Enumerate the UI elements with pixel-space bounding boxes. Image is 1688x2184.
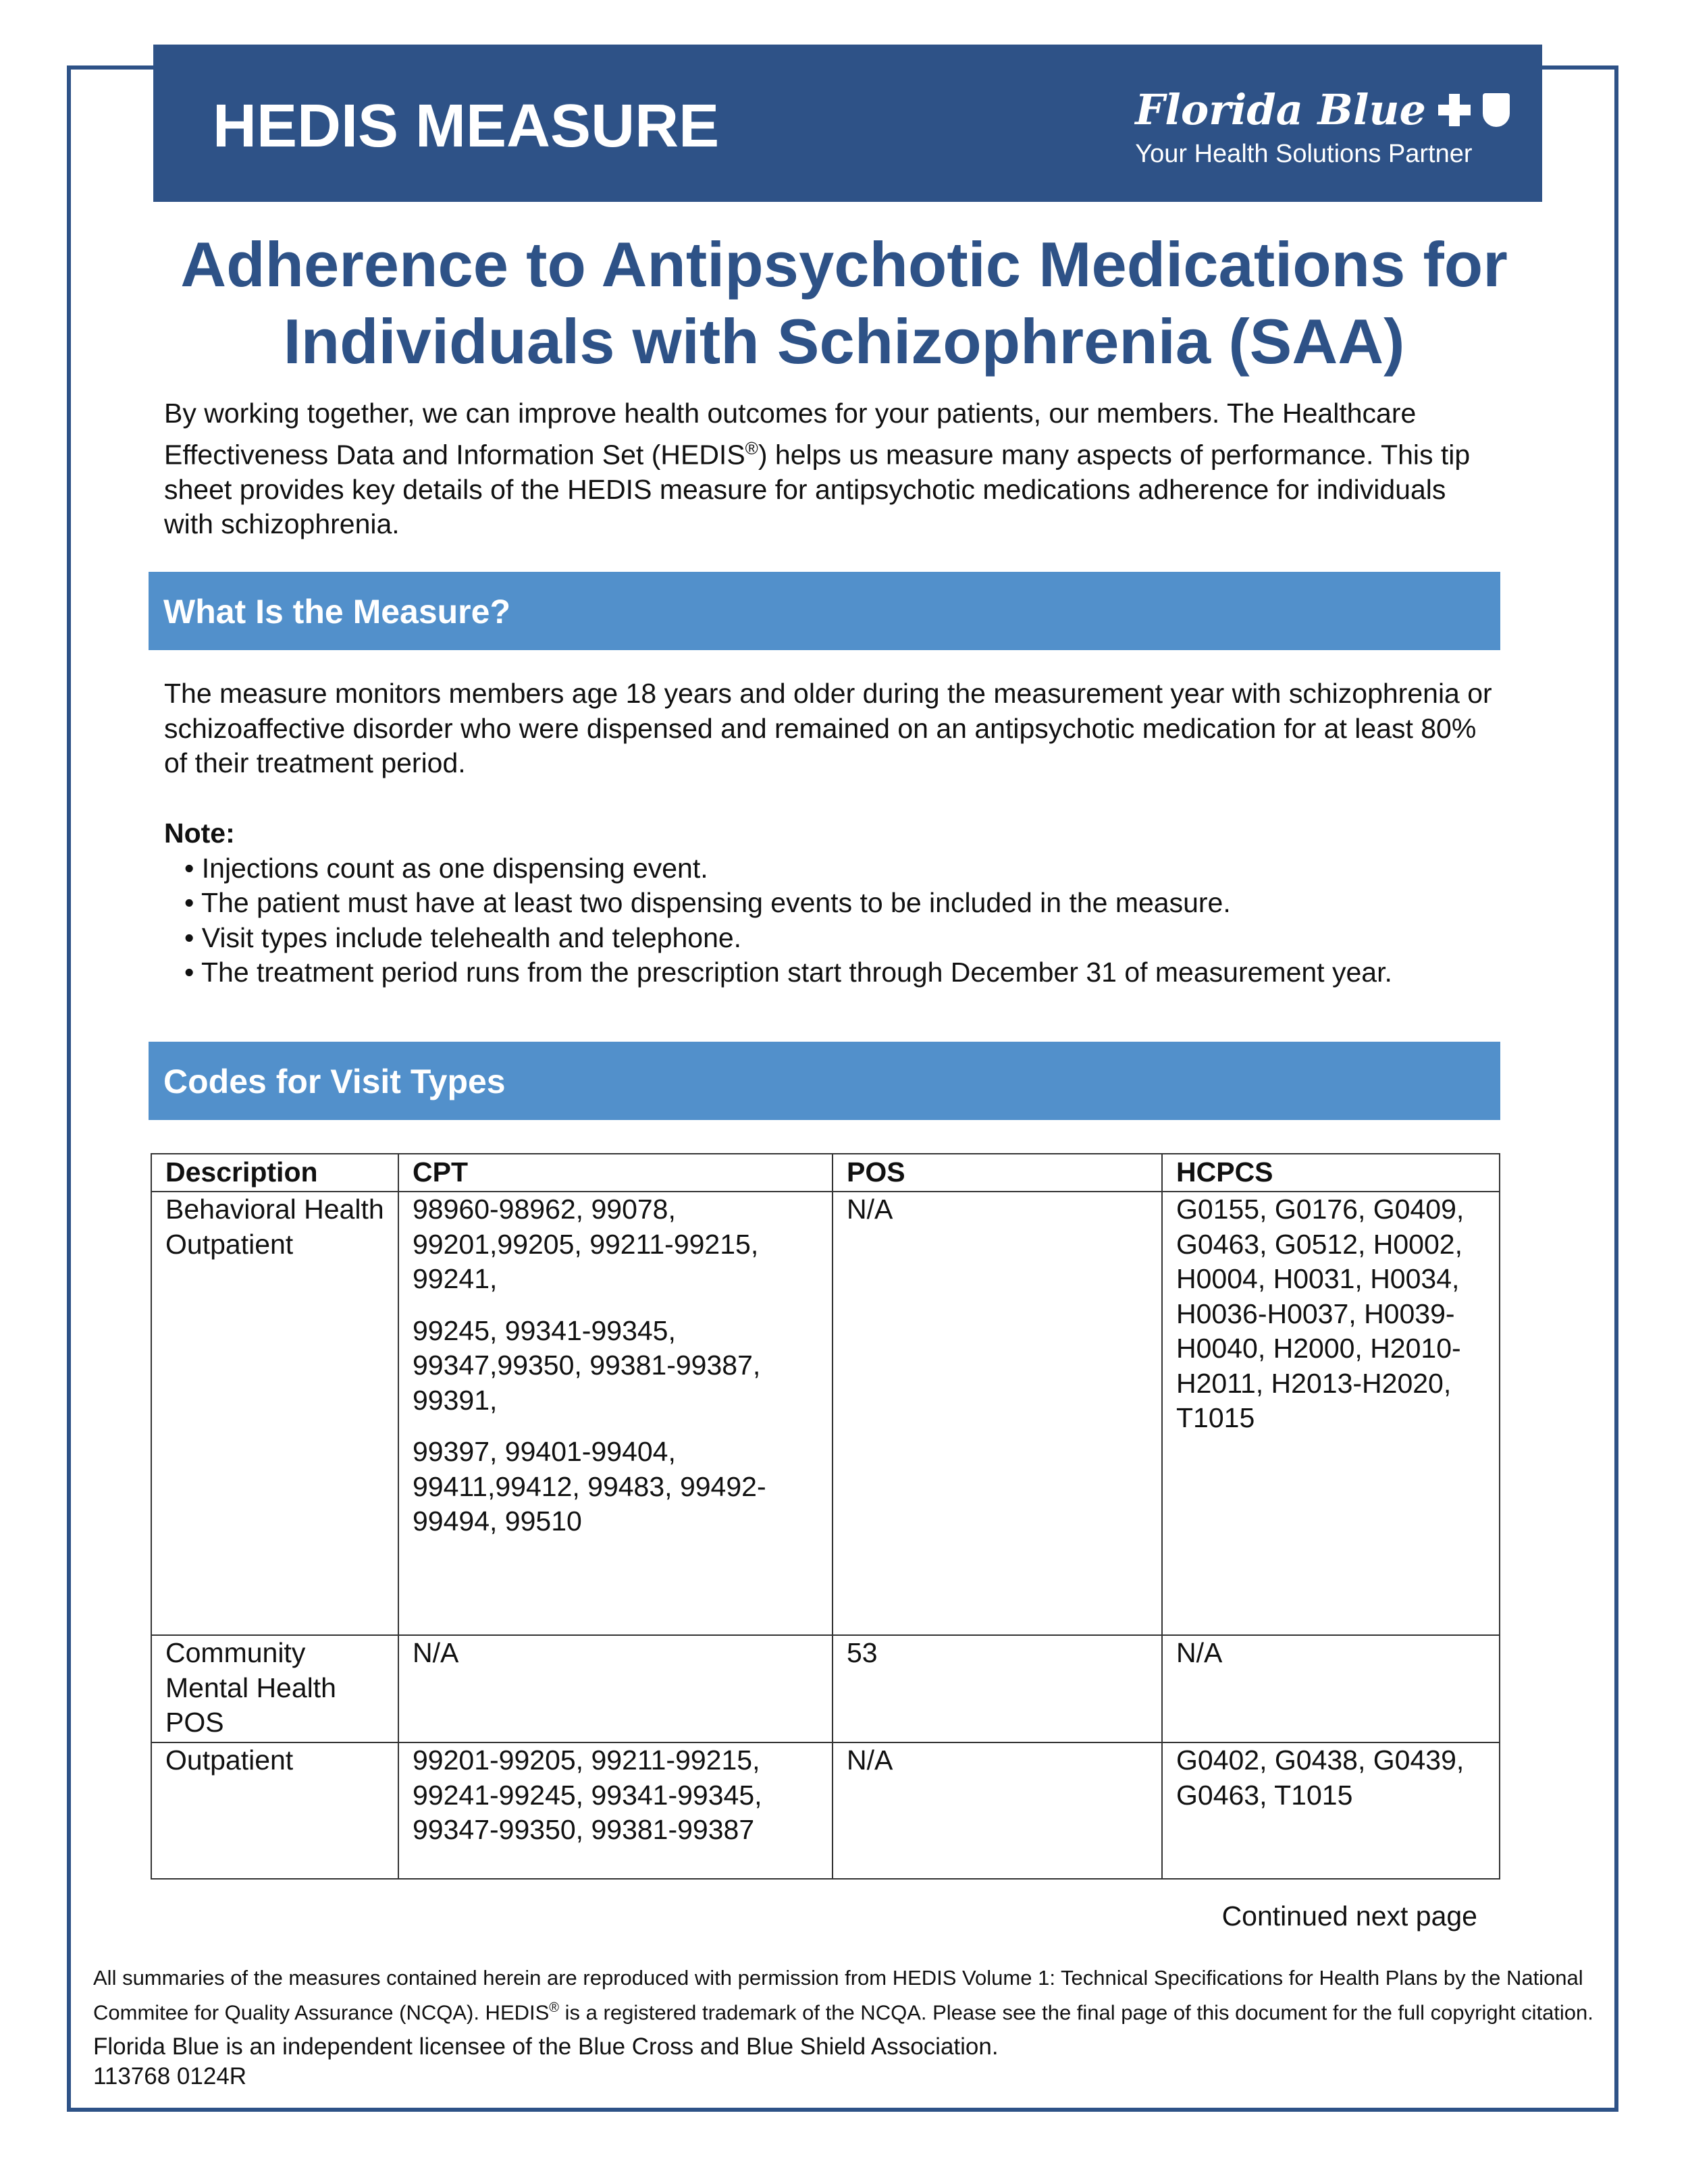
header-label: HEDIS MEASURE	[213, 92, 720, 160]
cell-cpt	[398, 1192, 833, 1635]
cell-pos: 53	[833, 1635, 1162, 1742]
table-row	[151, 1742, 1500, 1879]
note-block	[164, 816, 1501, 990]
note-label: Note:	[164, 818, 235, 849]
florida-blue-logo	[1135, 85, 1510, 169]
intro-text: By working together, we can improve health outcomes for your patients, our members. The Healthcare Effectiveness Data and Information Set (HEDIS	[164, 398, 1417, 471]
cell-pos: N/A	[833, 1192, 1162, 1635]
title-line-2: Individuals with Schizophrenia (SAA)	[283, 306, 1405, 377]
footnote-text-end: is a registered trademark of the NCQA. Please see the final page of this document for the full copyright citation.	[559, 2000, 1593, 2025]
page-title	[0, 226, 1688, 380]
copyright-footnote	[93, 1963, 1606, 2027]
cell-hcpcs: G0155, G0176, G0409, G0463, G0512, H0002, H0004, H0031, H0034, H0036-H0037, H0039-H0040, H2000, H2010-H2011, H2013-H2020, T1015	[1162, 1192, 1500, 1635]
title-line-1: Adherence to Antipsychotic Medications for	[180, 229, 1508, 300]
note-item: • Injections count as one dispensing event.	[184, 852, 708, 884]
note-item: • The patient must have at least two dispensing events to be included in the measure.	[184, 887, 1231, 918]
table-row	[151, 1635, 1500, 1742]
cell-description: Behavioral Health Outpatient	[151, 1192, 398, 1635]
note-item: • The treatment period runs from the prescription start through December 31 of measurement year.	[184, 957, 1392, 988]
intro-text-end: ) helps us measure many aspects of performance. This tip sheet provides key details of the HEDIS measure for antipsychotic medications adherence for individuals with schizophrenia.	[164, 439, 1471, 540]
note-item: • Visit types include telehealth and telephone.	[184, 922, 742, 953]
cell-hcpcs: N/A	[1162, 1635, 1500, 1742]
table-row	[151, 1192, 1500, 1635]
measure-description: The measure monitors members age 18 years and older during the measurement year with schizophrenia or schizoaffective disorder who were dispensed and remained on an antipsychotic medication for at least 80% of their treatment period.	[164, 678, 1492, 778]
cell-hcpcs: G0402, G0438, G0439, G0463, T1015	[1162, 1742, 1500, 1879]
footnote-text: All summaries of the measures contained herein are reproduced with permission from HEDIS Volume 1: Technical Specifications for Health Plans by the National Commitee for Quality Assurance (NCQA). HEDIS	[93, 1966, 1583, 2025]
cell-cpt: 99201-99205, 99211-99215, 99241-99245, 99341-99345, 99347-99350, 99381-99387	[398, 1742, 833, 1879]
registered-mark: ®	[745, 437, 758, 458]
logo-tagline: Your Health Solutions Partner	[1135, 140, 1473, 168]
cell-description: Community Mental Health POS	[151, 1635, 398, 1742]
cpt-group: 98960-98962, 99078, 99201,99205, 99211-99215, 99241,	[413, 1194, 759, 1294]
column-header: HCPCS	[1162, 1154, 1500, 1192]
intro-paragraph	[164, 396, 1501, 542]
header-band	[153, 45, 1542, 202]
column-header: Description	[151, 1154, 398, 1192]
blue-shield-icon	[1483, 93, 1510, 127]
cell-description: Outpatient	[151, 1742, 398, 1879]
logo-brand: Florida Blue	[1135, 85, 1426, 134]
cell-pos: N/A	[833, 1742, 1162, 1879]
column-header: POS	[833, 1154, 1162, 1192]
cpt-group: 99245, 99341-99345, 99347,99350, 99381-99387, 99391,	[413, 1314, 761, 1416]
column-header: CPT	[398, 1154, 833, 1192]
section-heading-codes: Codes for Visit Types	[149, 1042, 1500, 1120]
blue-cross-icon	[1438, 94, 1471, 126]
license-text: Florida Blue is an independent licensee of the Blue Cross and Blue Shield Association.	[93, 2033, 999, 2060]
table-header-row	[151, 1154, 1500, 1192]
license-statement	[93, 2032, 999, 2092]
continued-note: Continued next page	[1221, 1900, 1477, 1932]
registered-mark: ®	[549, 2000, 560, 2015]
document-id: 113768 0124R	[93, 2063, 247, 2089]
cell-cpt: N/A	[398, 1635, 833, 1742]
section-heading-measure: What Is the Measure?	[149, 572, 1500, 650]
codes-table	[151, 1153, 1500, 1880]
cpt-group: 99397, 99401-99404, 99411,99412, 99483, 99492-99494, 99510	[413, 1436, 766, 1537]
